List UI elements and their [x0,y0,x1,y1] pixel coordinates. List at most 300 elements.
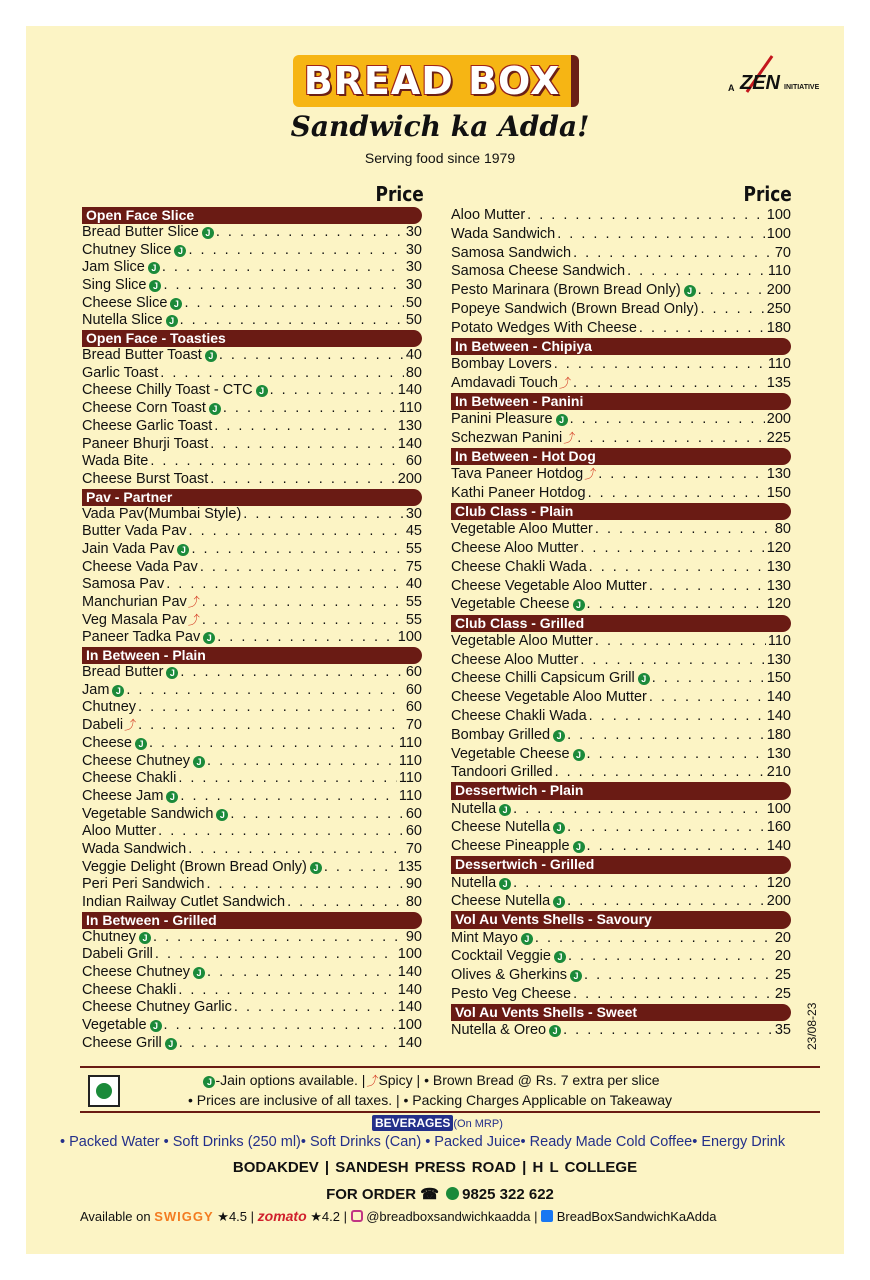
dot-leader [147,735,397,753]
item-price: 90 [405,928,422,945]
menu-item [451,985,791,1004]
item-price: 130 [766,745,791,762]
menu-item [82,929,422,947]
item-price: 70 [405,840,422,857]
jain-icon: J [209,403,221,415]
item-name: Cocktail Veggie [451,948,551,965]
menu-item [451,800,791,819]
item-price: 140 [397,435,422,452]
jain-icon: J [166,315,178,327]
dot-leader [586,484,765,503]
section-header: Open Face - Toasties [82,330,422,347]
beverages-list: • Packed Water • Soft Drinks (250 ml)• Soft Drinks (Can) • Packed Juice• Ready Made Cold Coffee• Energy Drink [60,1134,786,1150]
item-name: Cheese Chutney [82,752,191,769]
dot-leader [593,632,766,651]
item-price: 55 [405,611,422,628]
item-name: Olives & Gherkins [451,967,568,984]
item-price: 200 [397,470,422,487]
item-name: Samosa Sandwich [451,244,572,261]
jain-icon: J [638,673,650,685]
item-price: 60 [405,699,422,716]
item-price: 110 [767,263,791,280]
menu-item [82,506,422,524]
jain-icon: J [203,1076,215,1088]
section-header: In Between - Hot Dog [451,448,791,465]
dot-leader [585,837,765,856]
menu-item [451,520,791,539]
menu-item [451,707,791,726]
item-name: Cheese Vegetable Aloo Mutter [451,577,647,594]
item-price: 110 [398,770,422,787]
item-name: Cheese Grill [82,1034,162,1051]
item-price: 140 [766,689,791,706]
dot-leader [136,699,404,717]
item-name: Panini Pleasure [451,411,553,428]
dot-leader [178,664,403,682]
dot-leader [587,707,765,726]
item-price: 25 [774,967,791,984]
item-name: Aloo Mutter [82,823,157,840]
instagram-icon [351,1210,363,1222]
item-price: 100 [397,946,422,963]
item-name: Cheese Aloo Mutter [451,651,579,668]
legend-note: J -Jain options available. |⤴Spicy | • Brown Bread @ Rs. 7 extra per slice [160,1072,700,1089]
item-price: 150 [766,485,791,502]
dot-leader [214,224,404,242]
dot-leader [565,726,765,745]
dot-leader [322,859,396,877]
dot-leader [221,400,397,418]
item-name: Vada Pav(Mumbai Style) [82,505,242,522]
item-price: 100 [397,629,422,646]
menu-item [82,664,422,682]
menu-item [451,319,791,338]
menu-item [82,841,422,859]
item-name: Pesto Veg Cheese [451,985,572,1002]
jain-icon: J [149,280,161,292]
item-name: Mint Mayo [451,929,518,946]
item-price: 100 [397,1017,422,1034]
menu-column-left [82,207,422,1052]
item-name: Wada Bite [82,453,149,470]
locations: BODAKDEV | SANDESH PRESS ROAD | H L COLLEGE [232,1159,638,1176]
dot-leader [182,295,403,313]
dot-leader [212,418,396,436]
menu-item [82,894,422,912]
instagram-handle[interactable]: @breadboxsandwichkaadda | [366,1209,538,1224]
item-name: Cheese Chilli Capsicum Grill [451,670,635,687]
jain-icon: J [205,350,217,362]
dot-leader [148,453,404,471]
dot-leader [575,429,765,448]
menu-item [82,559,422,577]
section-header: Vol Au Vents Shells - Sweet [451,1004,791,1021]
item-name: Cheese Chakli Wada [451,707,587,724]
dot-leader [156,823,404,841]
menu-item [82,699,422,717]
dot-leader [200,612,404,630]
jain-icon: J [193,756,205,768]
item-name: Bread Butter Slice [82,223,199,240]
dot-leader [178,312,404,330]
item-price: 250 [766,300,791,317]
item-name: Pesto Marinara (Brown Bread Only) [451,282,681,299]
item-name: Cheese Burst Toast [82,470,209,487]
dot-leader [647,577,765,596]
item-name: Vegetable Aloo Mutter [451,521,593,538]
menu-item [82,576,422,594]
menu-item [82,224,422,242]
item-price: 60 [405,664,422,681]
menu-item [451,966,791,985]
menu-item [451,355,791,374]
menu-item [82,788,422,806]
item-price: 40 [405,347,422,364]
menu-item [82,594,422,612]
item-price: 200 [766,893,791,910]
menu-item [451,929,791,948]
menu-item [451,669,791,688]
item-price: 200 [766,411,791,428]
item-price: 60 [405,805,422,822]
item-name: Wada Sandwich [451,225,556,242]
item-name: Jam Slice [82,259,145,276]
facebook-icon [541,1210,553,1222]
item-name: Cheese Chutney Garlic [82,999,232,1016]
item-name: Chutney [82,699,137,716]
item-price: 135 [766,374,791,391]
item-name: Schezwan Panini [451,429,563,446]
zomato-logo[interactable]: zomato [257,1208,307,1224]
item-price: 70 [405,717,422,734]
section-header: Dessertwich - Grilled [451,856,791,873]
menu-item [451,539,791,558]
dot-leader [511,874,765,893]
item-name: Indian Railway Cutlet Sandwich [82,894,286,910]
item-price: 100 [766,207,791,223]
menu-item [82,806,422,824]
phone-number[interactable]: 9825 322 622 [462,1186,554,1203]
dot-leader [571,374,765,393]
item-price: 130 [397,417,422,434]
menu-item [82,523,422,541]
facebook-handle[interactable]: BreadBoxSandwichKaAdda [556,1209,717,1224]
menu-item [451,651,791,670]
dot-leader [268,382,396,400]
item-price: 110 [398,400,422,417]
menu-item [82,859,422,877]
menu-item [451,558,791,577]
item-name: Potato Wedges With Cheese [451,319,637,336]
menu-item [451,262,791,281]
menu-item [82,964,422,982]
dot-leader [587,558,765,577]
menu-item [451,465,791,484]
dot-leader [200,594,404,612]
menu-item [451,818,791,837]
item-price: 70 [774,244,791,261]
dot-leader [561,1021,773,1040]
item-price: 100 [766,225,791,242]
jain-icon: J [553,822,565,834]
jain-icon: J [573,841,585,853]
dot-leader [566,947,773,966]
tax-note: • Prices are inclusive of all taxes. | • Packing Charges Applicable on Takeaway [188,1092,672,1108]
item-name: Vegetable Cheese [451,745,570,762]
item-price: 30 [405,277,422,294]
dot-leader [596,465,765,484]
item-name: Butter Vada Pav [82,523,187,540]
dot-leader [565,892,765,911]
menu-item [82,753,422,771]
item-name: Dabeli Grill [82,946,153,963]
dot-leader [511,800,765,819]
chilli-icon: ⤴ [563,430,576,445]
section-header: In Between - Chipiya [451,338,791,355]
item-name: Cheese Nutella [451,819,551,836]
item-name: Popeye Sandwich (Brown Bread Only) [451,300,699,317]
dot-leader [162,1017,396,1035]
item-price: 25 [774,985,791,1002]
jain-icon: J [166,791,178,803]
dot-leader [525,206,765,225]
item-name: Vegetable [82,1017,147,1034]
jain-icon: J [165,1038,177,1050]
item-name: Nutella & Oreo [451,1022,547,1039]
dot-leader [593,520,773,539]
item-price: 30 [405,505,422,522]
jain-icon: J [174,245,186,257]
menu-item [82,347,422,365]
item-price: 75 [405,558,422,575]
dot-leader [578,539,764,558]
item-name: Nutella [451,874,497,891]
dot-leader [650,669,765,688]
dot-leader [176,770,397,788]
dot-leader [571,244,773,263]
menu-item [82,382,422,400]
menu-item [451,947,791,966]
item-name: Dabeli [82,717,124,734]
price-header-right: Price [743,182,792,206]
menu-item [451,874,791,893]
section-header: Vol Au Vents Shells - Savoury [451,911,791,928]
menu-item [451,206,791,225]
section-header: Club Class - Plain [451,503,791,520]
item-price: 20 [774,948,791,965]
jain-icon: J [112,685,124,697]
dot-leader [205,753,397,771]
item-name: Vegetable Sandwich [82,805,214,822]
dot-leader [208,471,396,489]
item-name: Veggie Delight (Brown Bread Only) [82,858,307,875]
dot-leader [161,277,403,295]
item-price: 30 [405,259,422,276]
dot-leader [533,929,773,948]
menu-item [82,1035,422,1053]
bread-box-logo: BREAD BOX [293,55,579,107]
jain-icon: J [135,738,147,750]
item-price: 180 [766,319,791,336]
dot-leader [217,347,404,365]
menu-item [451,837,791,856]
section-header: In Between - Grilled [82,912,422,929]
item-name: Jam [82,681,110,698]
menu-item [451,726,791,745]
menu-item [82,418,422,436]
item-price: 140 [397,964,422,981]
menu-item [82,295,422,313]
jain-icon: J [573,599,585,611]
item-price: 110 [767,356,791,373]
menu-date: 23/08-23 [805,1002,819,1050]
item-name: Cheese Chakli [82,770,177,787]
dot-leader [565,818,765,837]
menu-item [451,244,791,263]
item-price: 30 [405,241,422,258]
menu-item [82,876,422,894]
dot-leader [578,651,764,670]
item-name: Paneer Bhurji Toast [82,435,209,452]
chilli-icon: ⤴ [558,375,571,390]
jain-icon: J [310,862,322,874]
jain-icon: J [549,1025,561,1037]
item-price: 140 [766,707,791,724]
item-price: 150 [766,670,791,687]
item-price: 130 [766,577,791,594]
item-name: Chutney [82,928,137,945]
dot-leader [160,259,404,277]
item-name: Cheese Chakli [82,981,177,998]
dot-leader [151,929,404,947]
dot-leader [553,763,765,782]
dot-leader [232,999,396,1017]
item-name: Cheese Nutella [451,893,551,910]
item-price: 110 [767,632,791,649]
menu-item [451,484,791,503]
jain-icon: J [148,262,160,274]
item-name: Nutella Slice [82,312,163,329]
item-price: 130 [766,651,791,668]
divider [80,1111,820,1113]
item-price: 50 [405,312,422,329]
item-name: Cheese Chilly Toast - CTC [82,382,253,399]
item-name: Cheese [82,734,132,751]
dot-leader [568,410,765,429]
menu-column-right [451,206,791,1040]
item-price: 110 [398,752,422,769]
menu-item [82,629,422,647]
jain-icon: J [499,878,511,890]
dot-leader [647,688,765,707]
menu-item [451,225,791,244]
menu-item [82,400,422,418]
menu-item [82,1017,422,1035]
menu-item [82,242,422,260]
chilli-icon: ⤴ [124,718,137,733]
jain-icon: J [216,809,228,821]
item-price: 140 [397,1034,422,1051]
jain-icon: J [553,730,565,742]
menu-item [82,682,422,700]
item-price: 160 [766,819,791,836]
dot-leader [136,717,404,735]
dot-leader [177,1035,396,1053]
swiggy-logo[interactable]: SWIGGY [154,1209,214,1224]
item-name: Manchurian Pav [82,594,187,611]
dot-leader [186,242,403,260]
dot-leader [198,559,404,577]
menu-item [451,763,791,782]
item-name: Cheese Vegetable Aloo Mutter [451,689,647,706]
item-name: Vegetable Aloo Mutter [451,632,593,649]
item-price: 80 [774,521,791,538]
item-name: Cheese Chutney [82,964,191,981]
item-name: Bread Butter Toast [82,347,202,364]
item-name: Samosa Cheese Sandwich [451,263,626,280]
item-price: 60 [405,453,422,470]
item-name: Nutella [451,800,497,817]
chilli-icon: ⤴ [187,595,200,610]
menu-item [82,312,422,330]
jain-icon: J [521,933,533,945]
dot-leader [176,982,395,1000]
jain-icon: J [177,544,189,556]
item-name: Bombay Grilled [451,726,551,743]
chilli-icon: ⤴ [187,612,200,627]
dot-leader [552,355,766,374]
item-price: 225 [766,429,791,446]
item-name: Cheese Chakli Wada [451,558,587,575]
item-price: 140 [397,981,422,998]
dot-leader [178,788,396,806]
dot-leader [187,523,404,541]
item-price: 45 [405,523,422,540]
dot-leader [124,682,403,700]
item-price: 50 [405,294,422,311]
item-price: 130 [766,558,791,575]
item-name: Cheese Pineapple [451,838,570,855]
item-name: Tandoori Grilled [451,764,553,781]
jain-icon: J [139,932,151,944]
jain-icon: J [553,896,565,908]
dot-leader [241,506,404,524]
item-name: Wada Sandwich [82,840,187,857]
jain-icon: J [170,298,182,310]
item-price: 35 [774,1022,791,1039]
dot-leader [637,319,765,338]
item-name: Bombay Lovers [451,356,552,373]
item-price: 100 [766,800,791,817]
jain-icon: J [150,1020,162,1032]
item-price: 140 [766,838,791,855]
dot-leader [158,365,404,383]
item-name: Sing Slice [82,277,147,294]
menu-item [451,745,791,764]
dot-leader [285,894,404,912]
item-price: 80 [405,894,422,910]
divider [80,1066,820,1068]
tagline: Sandwich ka Adda! [290,110,590,143]
item-price: 210 [766,764,791,781]
item-name: Paneer Tadka Pav [82,629,201,646]
jain-icon: J [203,632,215,644]
item-name: Vegetable Cheese [451,596,570,613]
menu-item [82,770,422,788]
jain-icon: J [193,967,205,979]
beverages-label: BEVERAGES (On MRP) [372,1116,503,1130]
price-header-left: Price [375,182,424,206]
